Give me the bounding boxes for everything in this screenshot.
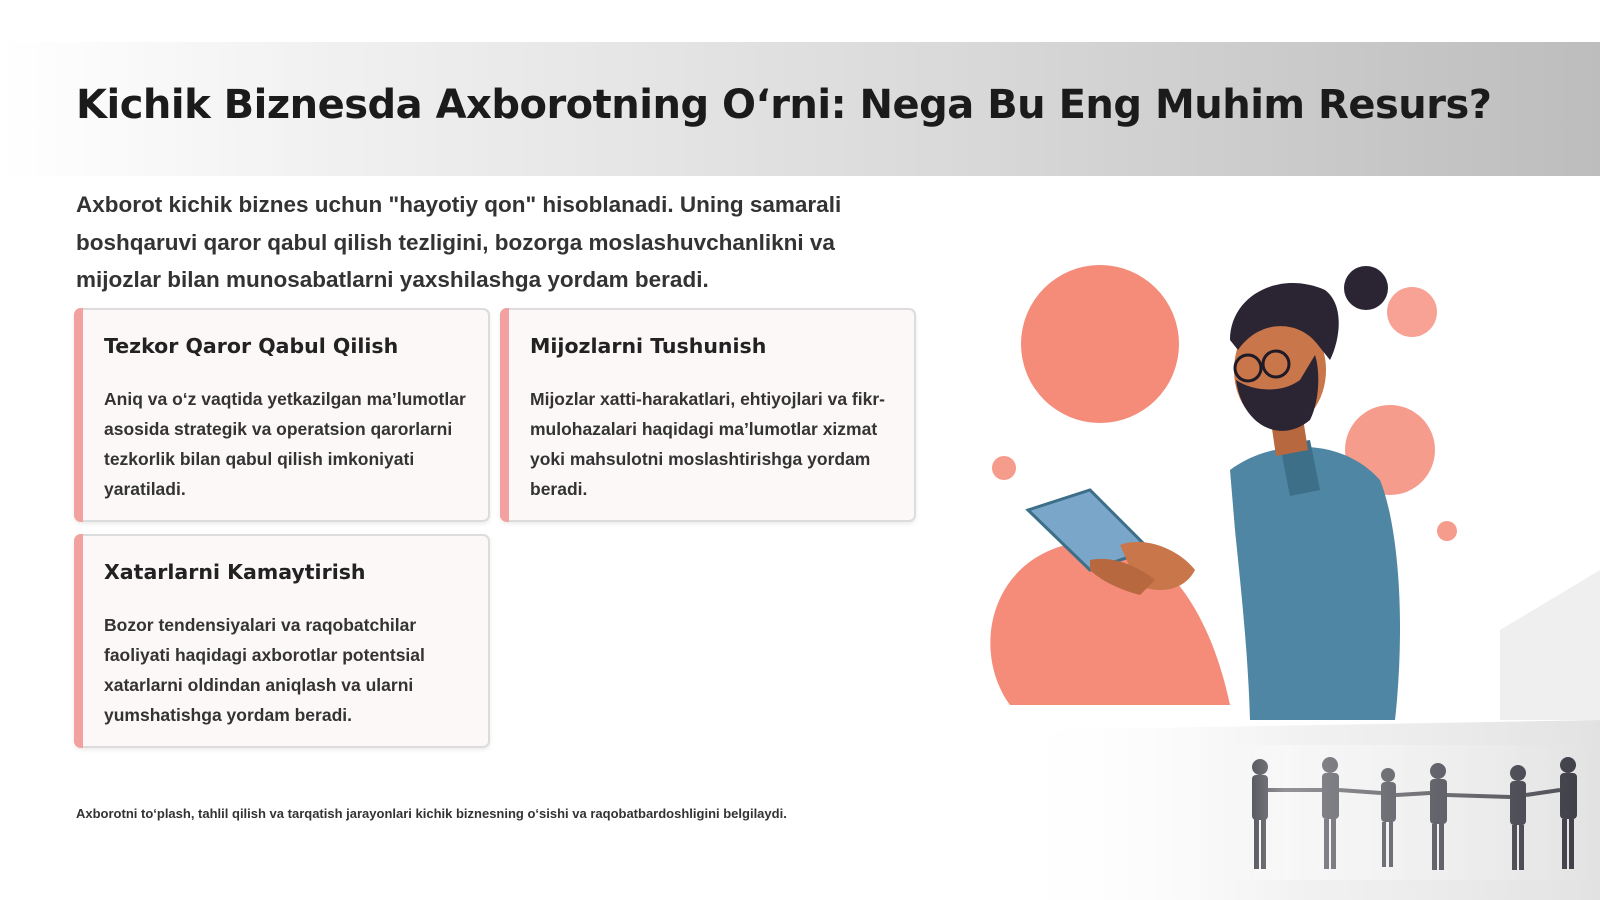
card-title: Tezkor Qaror Qabul Qilish (104, 334, 399, 358)
card-quick-decisions (74, 308, 490, 522)
page-title: Kichik Biznesda Axborotning O‘rni: Nega Bu Eng Muhim Resurs? (76, 82, 1492, 128)
card-accent-bar (74, 308, 83, 522)
card-title: Mijozlarni Tushunish (530, 334, 767, 358)
card-accent-bar (74, 534, 83, 748)
footer-note: Axborotni to‘plash, tahlil qilish va tarqatish jarayonlari kichik biznesning o‘sishi va raqobatbardoshligini belgilaydi. (76, 806, 787, 821)
card-title: Xatarlarni Kamaytirish (104, 560, 366, 584)
card-body: Aniq va o‘z vaqtida yetkazilgan ma’lumotlar asosida strategik va operatsion qarorlarni tezkorlik bilan qabul qilish imkoniyati yaratiladi. (104, 389, 466, 499)
card-understanding-customers (500, 308, 916, 522)
business-people-holding-hands-photo (1230, 745, 1600, 880)
card-accent-bar (500, 308, 509, 522)
card-body: Mijozlar xatti-harakatlari, ehtiyojlari va fikr-mulohazalari haqidagi ma’lumotlar xizmat yoki mahsulotni moslashtirishga yordam beradi. (530, 389, 885, 499)
card-body: Bozor tendensiyalari va raqobatchilar faoliyati haqidagi axborotlar potentsial xatarlarni oldindan aniqlash va ularni yumshatishga yordam beradi. (104, 615, 425, 725)
intro-paragraph: Axborot kichik biznes uchun "hayotiy qon" hisoblanadi. Uning samarali boshqaruvi qaror qabul qilish tezligini, bozorga moslashuvchanlikni va mijozlar bilan munosabatlarni yaxshilashga yordam beradi. (76, 192, 842, 292)
card-reducing-risks (74, 534, 490, 748)
